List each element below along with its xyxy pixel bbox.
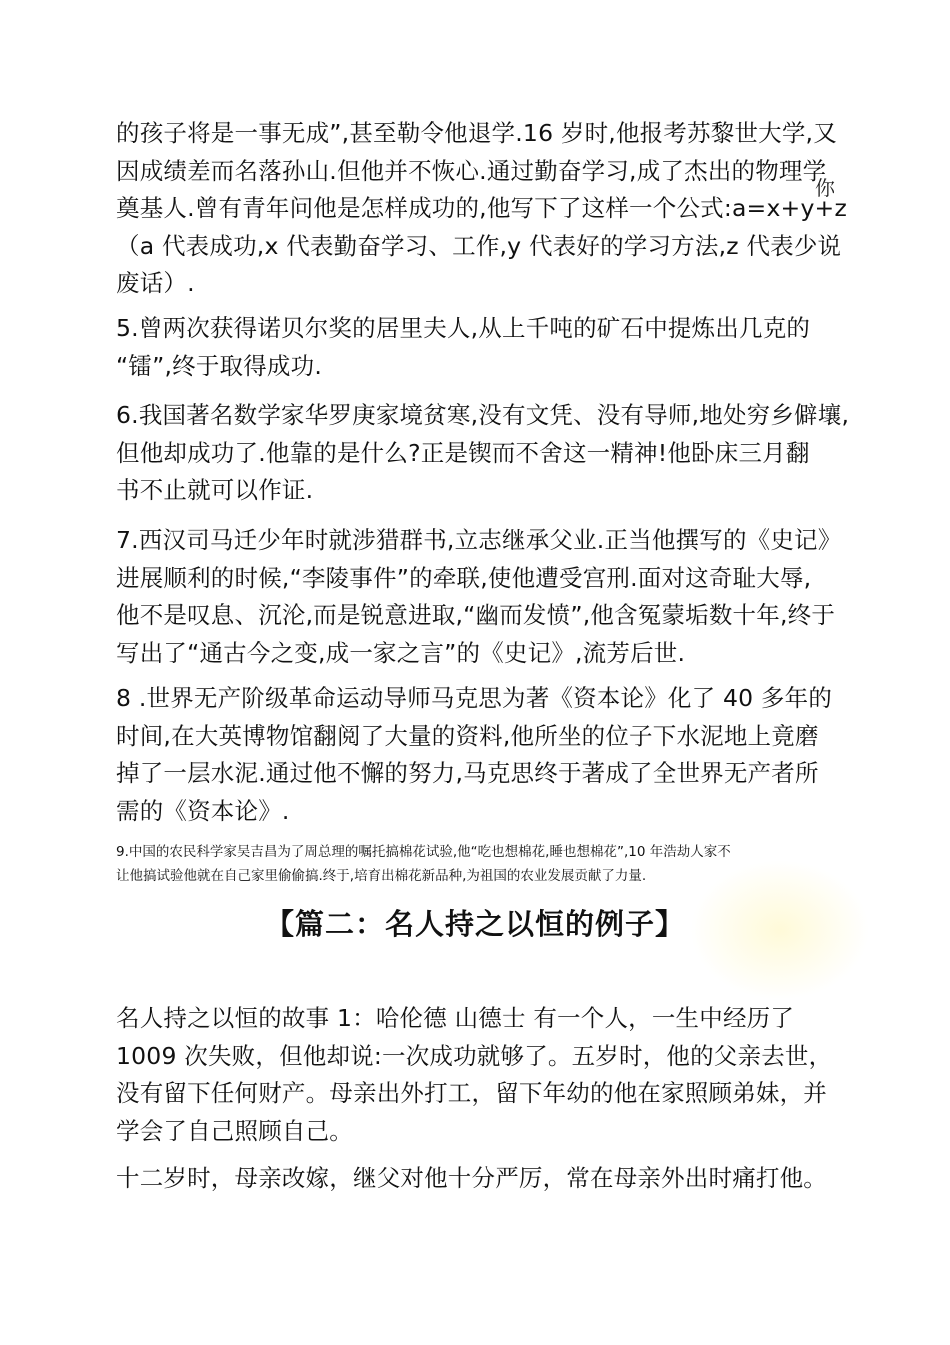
text-line: （a 代表成功,x 代表勤奋学习、工作,y 代表好的学习方法,z 代表少说 (116, 231, 842, 260)
paragraph-sanders-continued (116, 1160, 846, 1198)
text-line: 6.我国著名数学家华罗庚家境贫寒,没有文凭、没有导师,地处穷乡僻壤, (116, 401, 850, 429)
text-line: 8 .世界无产阶级革命运动导师马克思为著《资本论》化了 40 多年的 (116, 684, 833, 712)
text-line: 时间,在大英博物馆翻阅了大量的资料,他所坐的位子下水泥地上竟磨 (116, 721, 819, 750)
text-line: 废话）. (116, 269, 195, 297)
margin-note: 你 (815, 176, 835, 200)
text-line: 掉了一层水泥.通过他不懈的努力,马克思终于著成了全世界无产者所 (116, 759, 819, 787)
text-line: 书不止就可以作证. (116, 476, 314, 504)
paragraph-sima-qian (116, 522, 846, 672)
paragraph-sanders (116, 1000, 846, 1150)
text-line: 奠基人.曾有青年问他是怎样成功的,他写下了这样一个公式:a=x+y+z (116, 194, 847, 222)
paragraph-marx (116, 680, 846, 830)
section-heading: 【篇二：名人持之以恒的例子】 (264, 907, 685, 941)
text-line: 进展顺利的时候,“李陵事件”的牵联,使他遭受宫刑.面对这奇耻大辱, (116, 563, 812, 592)
paragraph-wu-jichang (116, 840, 846, 888)
text-line: 写出了“通古今之变,成一家之言”的《史记》,流芳后世. (116, 638, 686, 667)
text-line: 让他搞试验他就在自己家里偷偷搞.终于,培育出棉花新品种,为祖国的农业发展贡献了力量. (116, 868, 647, 884)
text-line: 他不是叹息、沉沦,而是锐意进取,“幽而发愤”,他含冤蒙垢数十年,终于 (116, 601, 836, 629)
text-line: 但他却成功了.他靠的是什么?正是锲而不舍这一精神!他卧床三月翻 (116, 438, 810, 467)
text-line: 学会了自己照顾自己。 (116, 1116, 353, 1145)
text-line: 9.中国的农民科学家吴吉昌为了周总理的嘱托搞棉花试验,他“吃也想棉花,睡也想棉花”,10 年浩劫人家不 (116, 844, 731, 860)
text-line: 5.曾两次获得诺贝尔奖的居里夫人,从上千吨的矿石中提炼出几克的 (116, 314, 811, 342)
text-line: 需的《资本论》. (116, 796, 290, 825)
paragraph-einstein (116, 115, 846, 303)
text-line: “镭”,终于取得成功. (116, 351, 322, 380)
text-line: 名人持之以恒的故事 1：哈伦德 山德士 有一个人，一生中经历了 (116, 1004, 795, 1032)
text-line: 7.西汉司马迁少年时就涉猎群书,立志继承父业.正当他撰写的《史记》 (116, 526, 842, 554)
paragraph-hua-luogeng (116, 397, 850, 510)
text-line: 1009 次失败，但他却说:一次成功就够了。五岁时，他的父亲去世， (116, 1041, 833, 1070)
text-line: 因成绩差而名落孙山.但他并不恢心.通过勤奋学习,成了杰出的物理学 (116, 156, 827, 185)
text-line: 十二岁时，母亲改嫁，继父对他十分严厉，常在母亲外出时痛打他。 (116, 1164, 827, 1192)
paragraph-curie (116, 310, 846, 385)
text-line: 的孩子将是一事无成”,甚至勒令他退学.16 岁时,他报考苏黎世大学,又 (116, 119, 837, 147)
text-line: 没有留下任何财产。母亲出外打工，留下年幼的他在家照顾弟妹，并 (116, 1079, 827, 1107)
